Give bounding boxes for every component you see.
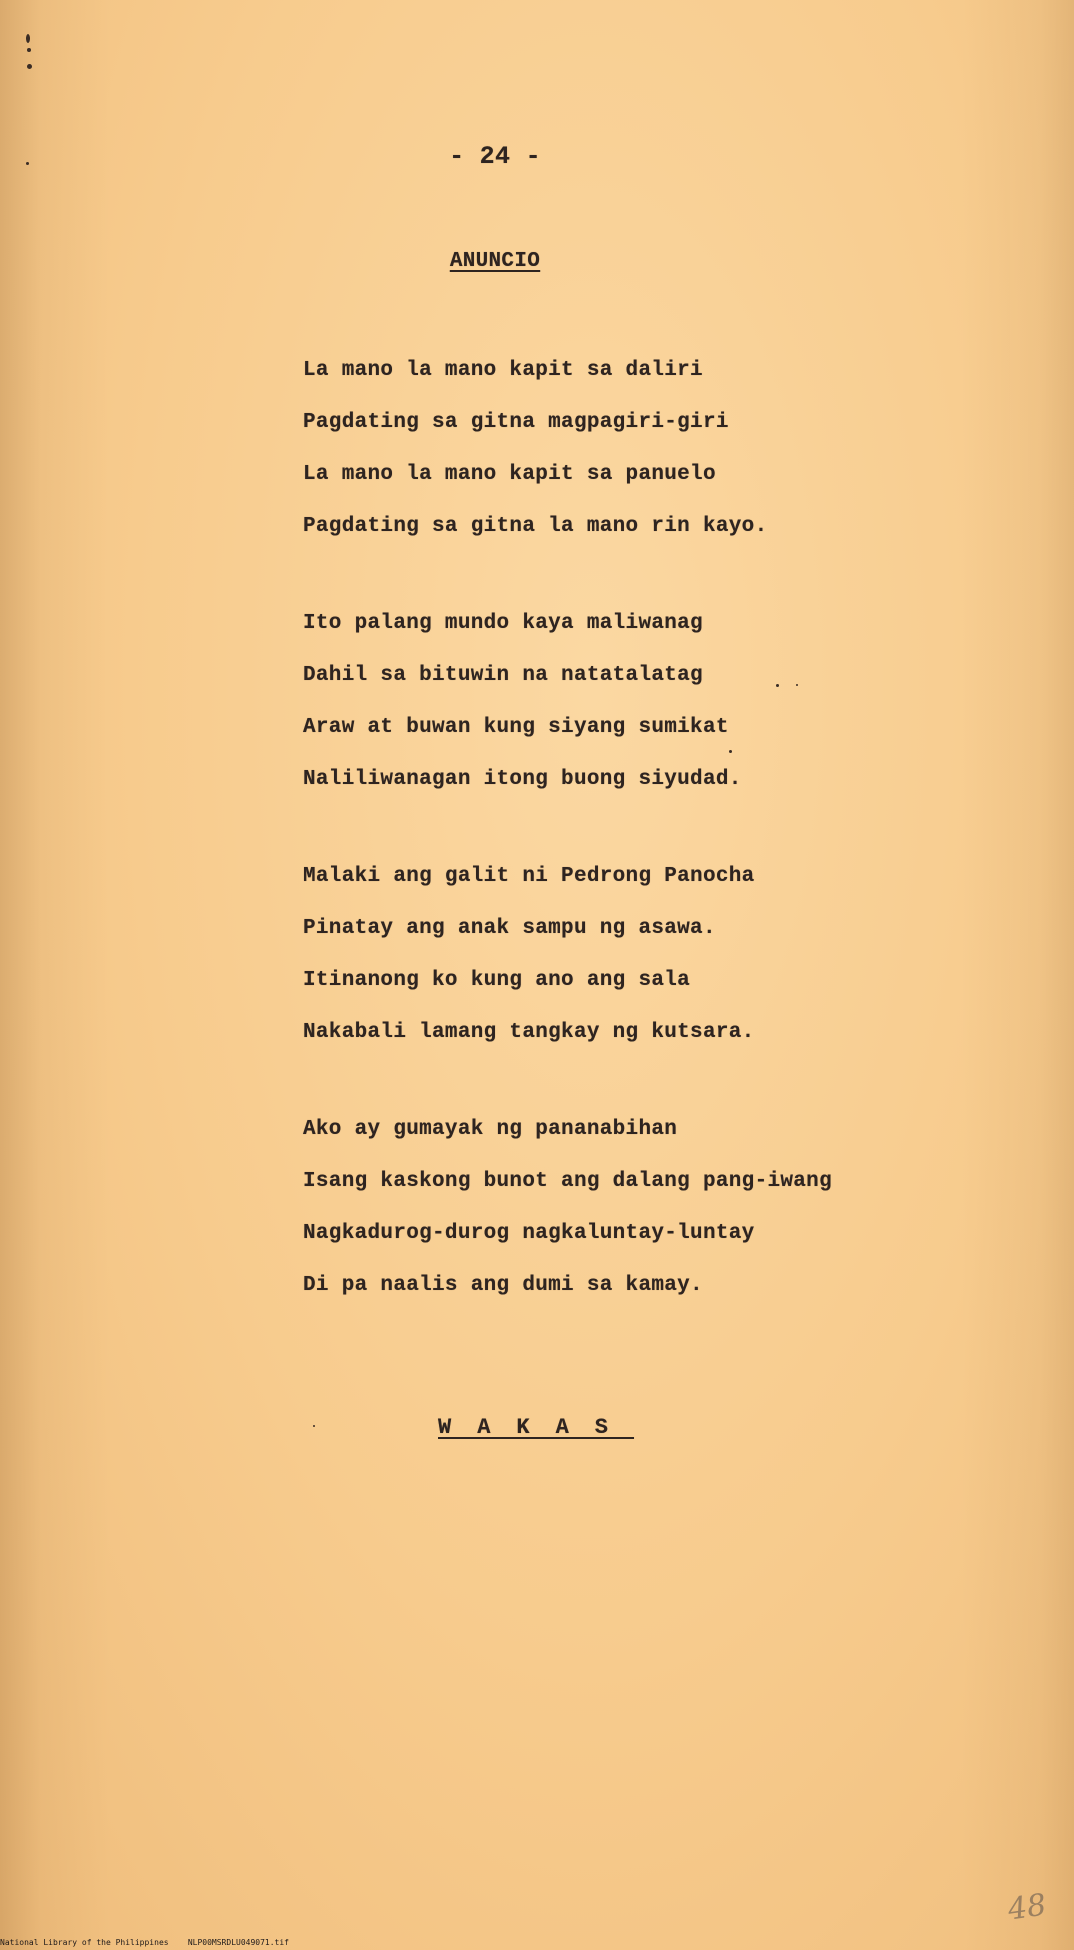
poem-line: Naliliwanagan itong buong siyudad. — [303, 768, 742, 791]
poem-line: Di pa naalis ang dumi sa kamay. — [303, 1274, 703, 1297]
poem-line: Ako ay gumayak ng pananabihan — [303, 1118, 678, 1141]
poem-line: Pagdating sa gitna la mano rin kayo. — [303, 515, 768, 538]
poem-line: Ito palang mundo kaya maliwanag — [303, 612, 703, 635]
poem-title: ANUNCIO — [449, 250, 541, 273]
scan-footer — [0, 1938, 289, 1947]
paper-speck — [27, 48, 31, 52]
poem-line: Isang kaskong bunot ang dalang pang-iwang — [303, 1170, 832, 1193]
paper-speck — [26, 34, 30, 43]
poem-line: Nagkadurog-durog nagkaluntay-luntay — [303, 1222, 755, 1245]
stanza-1 — [303, 353, 1023, 561]
paper-speck — [27, 64, 32, 69]
stanza-2 — [303, 606, 1023, 814]
poem-line: Araw at buwan kung siyang sumikat — [303, 716, 729, 739]
handwritten-folio-number: 48 — [1005, 1887, 1049, 1928]
poem-line: La mano la mano kapit sa daliri — [303, 359, 703, 382]
poem-line: Itinanong ko kung ano ang sala — [303, 969, 691, 992]
poem-line: Pinatay ang anak sampu ng asawa. — [303, 917, 716, 940]
poem-line: Dahil sa bituwin na natatalatag — [303, 664, 703, 687]
poem-line: Pagdating sa gitna magpagiri-giri — [303, 411, 729, 434]
footer-source: National Library of the Philippines — [0, 1938, 169, 1947]
paper-speck — [313, 1425, 315, 1427]
poem-line: Nakabali lamang tangkay ng kutsara. — [303, 1021, 755, 1044]
stanza-4 — [303, 1112, 1023, 1320]
stanza-3 — [303, 859, 1023, 1067]
page-number: - 24 - — [449, 142, 541, 171]
closing-word: WAKAS — [438, 1415, 635, 1440]
poem-line: La mano la mano kapit sa panuelo — [303, 463, 716, 486]
poem-line: Malaki ang galit ni Pedrong Panocha — [303, 865, 755, 888]
footer-file: NLP00MSRDLU049071.tif — [187, 1938, 289, 1947]
poem-body — [303, 353, 1023, 1365]
